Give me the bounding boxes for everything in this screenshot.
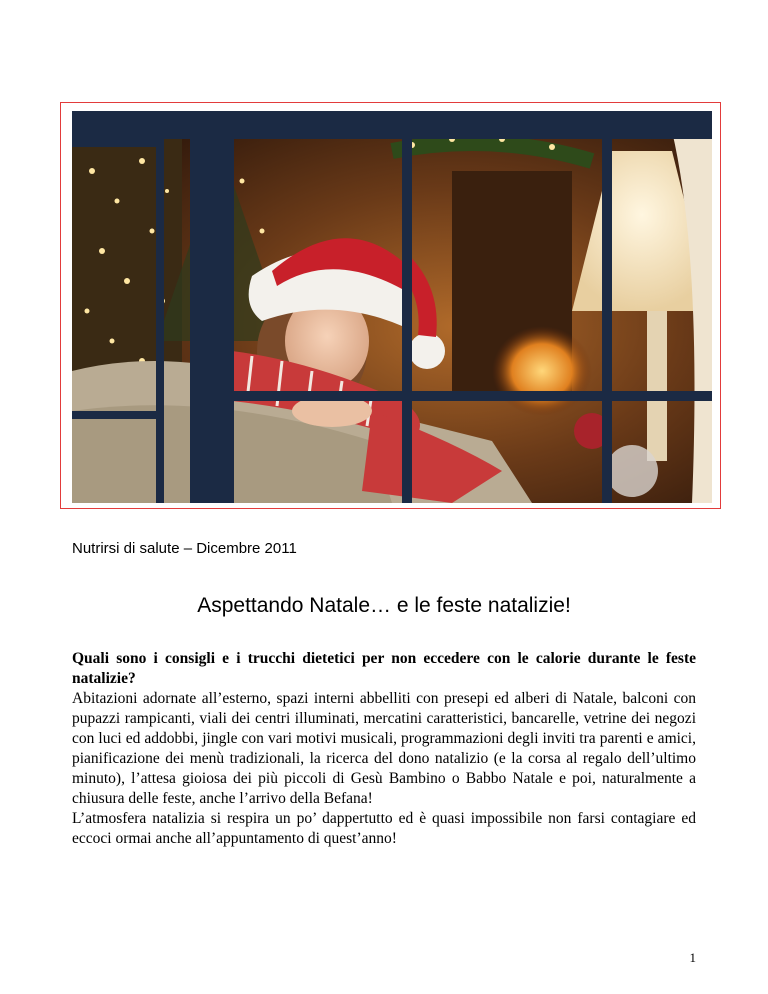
document-title: Aspettando Natale… e le feste natalizie!: [197, 594, 571, 617]
lead-question: Quali sono i consigli e i trucchi dietetici per non eccedere con le calorie durante le feste natalizie?: [72, 650, 696, 687]
document-body: [72, 649, 696, 849]
photo-frame: [60, 102, 721, 509]
document-kicker: Nutrirsi di salute – Dicembre 2011: [72, 540, 297, 557]
christmas-window-photo: [72, 111, 712, 503]
paragraph-2: L’atmosfera natalizia si respira un po’ dappertutto ed è quasi impossibile non farsi contagiare ed eccoci ormai anche all’appuntamento di quest’anno!: [72, 810, 696, 847]
page-number: 1: [689, 950, 696, 965]
paragraph-1: Abitazioni adornate all’esterno, spazi interni abbelliti con presepi ed alberi di Natale, balconi con pupazzi rampicanti, viali dei centri illuminati, mercatini caratteristici, bancarelle, vetrine dei negozi con luci ed addobbi, jingle con vari motivi musicali, programmazioni degli inviti tra parenti e amici, pianificazione dei menù tradizionali, la ricerca del dono natalizio (e la corsa al regalo dell’ultimo minuto), l’attesa gioiosa dei più piccoli di Gesù Bambino o Babbo Natale e poi, naturalmente a chiusura delle feste, anche l’arrivo della Befana!: [72, 690, 696, 807]
